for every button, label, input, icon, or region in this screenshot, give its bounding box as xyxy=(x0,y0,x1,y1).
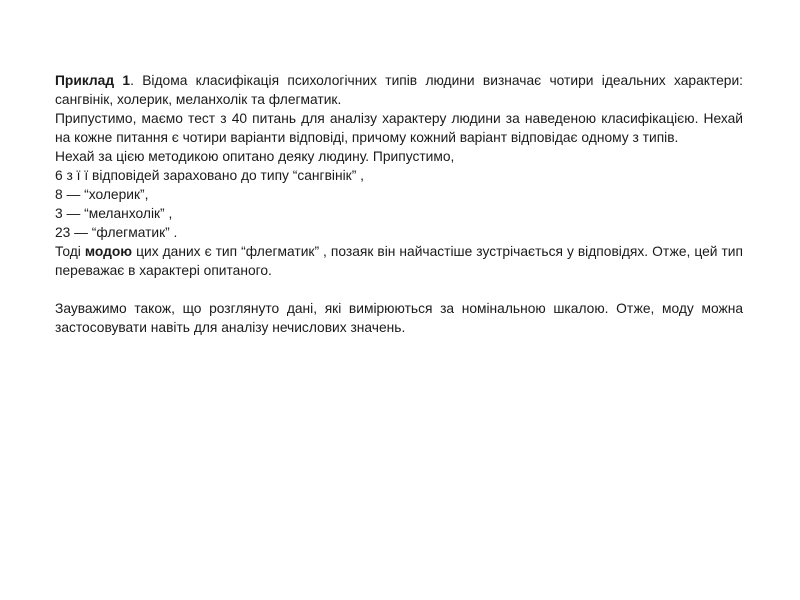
slide-content xyxy=(55,71,743,337)
note-paragraph: Зауважимо також, що розглянуто дані, які вимірюються за номінальною шкалою. Отже, моду можна застосовувати навіть для аналізу нечислових значень. xyxy=(55,301,743,335)
mode-term: модою xyxy=(84,244,133,259)
conclusion-before: Тоді xyxy=(55,244,85,259)
survey-text: Нехай за цією методикою опитано деяку людину. Припустимо, xyxy=(55,149,455,164)
paragraph-gap xyxy=(55,280,743,299)
example-intro-paragraph xyxy=(55,71,743,109)
conclusion-after: цих даних є тип “флегматик” , позаяк він найчастіше зустрічається у відповідях. Отже, цей тип переважає в характері опитаного. xyxy=(55,244,743,278)
result-line: 8 — “холерик”, xyxy=(55,187,149,202)
example-intro-text: . Відома класифікація психологічних типів людини визначає чотири ідеальних характери: сангвінік, холерик, меланхолік та флегматик. xyxy=(55,73,743,107)
test-description: Припустимо, маємо тест з 40 питань для аналізу характеру людини за наведеною класифікацією. Нехай на кожне питання є чотири варіанти відповіді, причому кожний варіант відповідає одному з типів. xyxy=(55,111,743,145)
result-line: 6 з ї ї відповідей зараховано до типу “сангвінік” , xyxy=(55,168,364,183)
example-label: Приклад 1 xyxy=(55,73,131,88)
result-line: 23 — “флегматик” . xyxy=(55,225,178,240)
result-line: 3 — “меланхолік” , xyxy=(55,206,173,221)
conclusion-paragraph xyxy=(55,242,743,280)
